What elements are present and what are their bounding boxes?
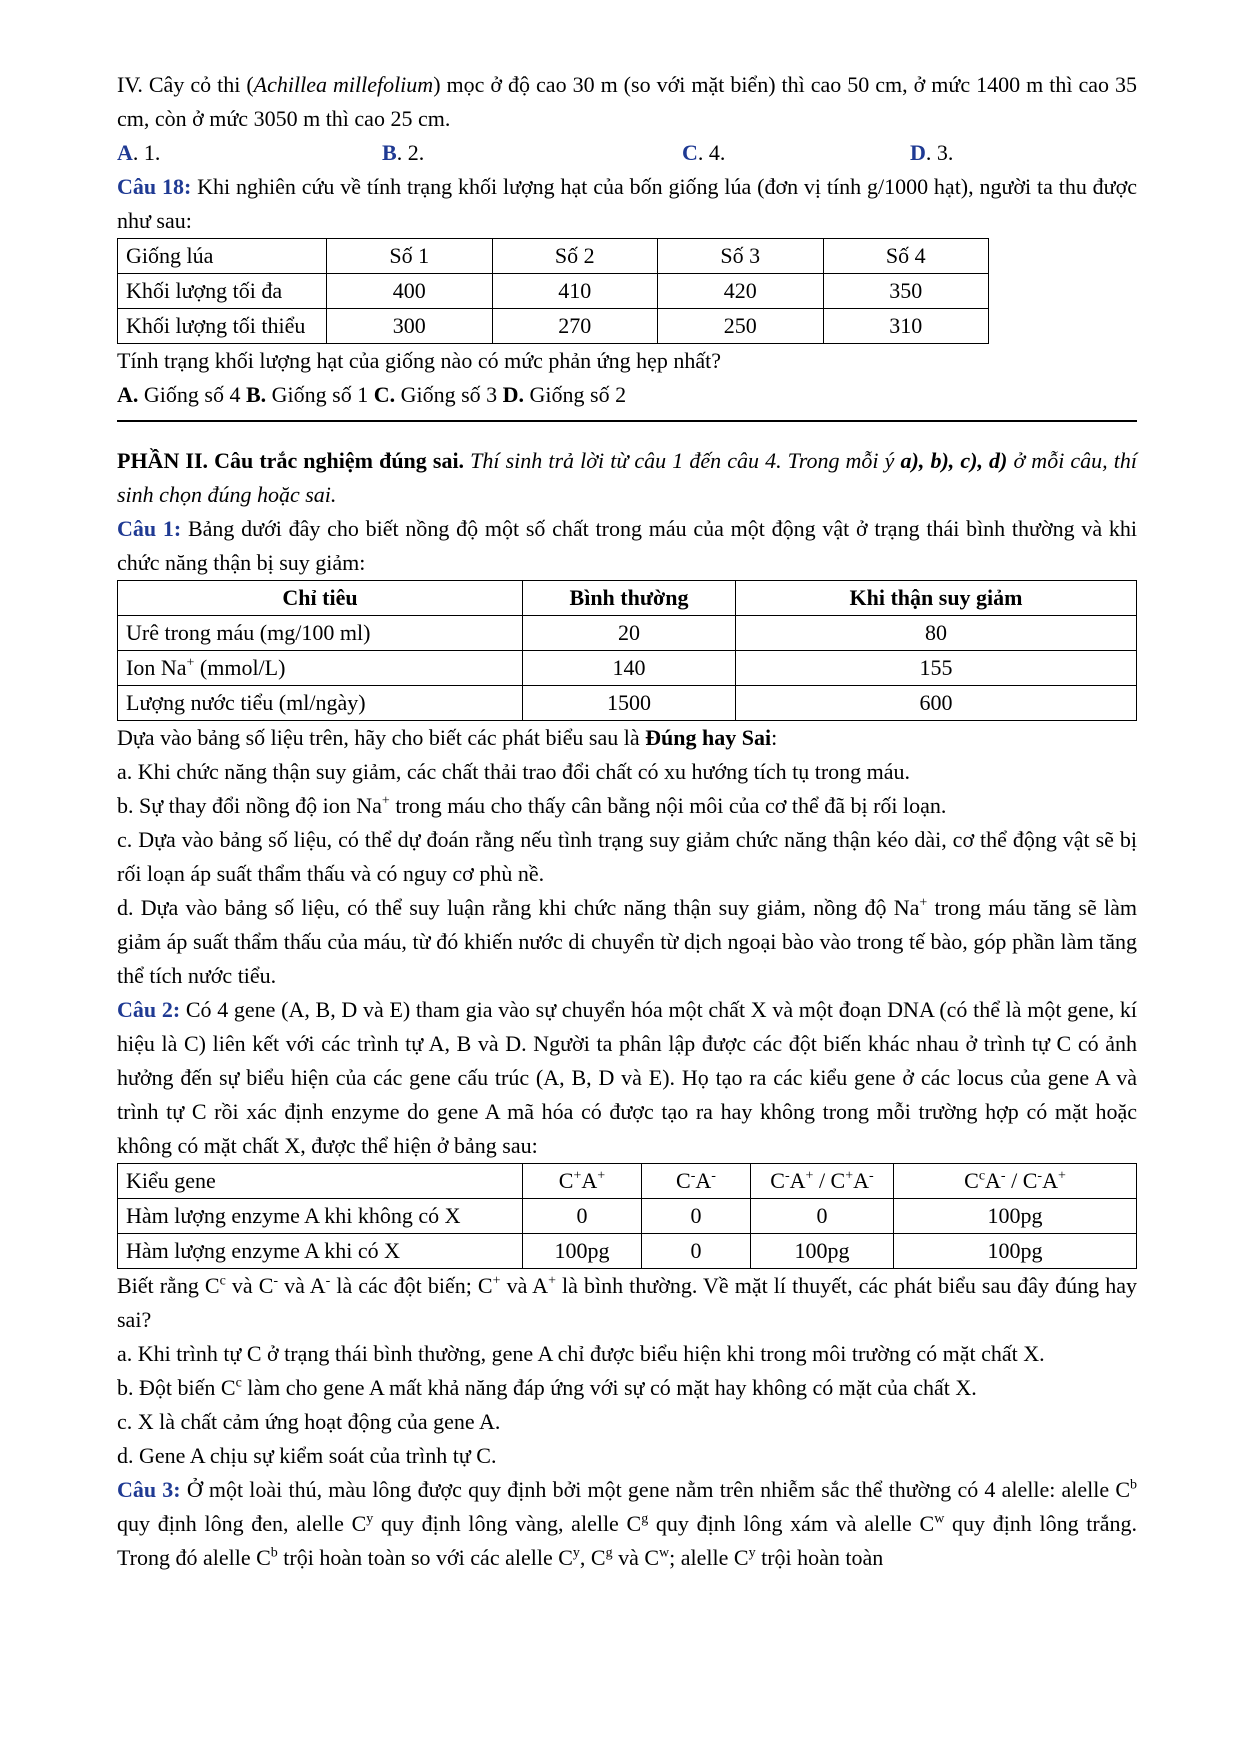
table-cell: Ion Na+ (mmol/L): [118, 651, 523, 686]
table-cell: Số 4: [823, 239, 989, 274]
table-row: [118, 616, 1137, 651]
table-header-row: [118, 581, 1137, 616]
table-cell: Urê trong máu (mg/100 ml): [118, 616, 523, 651]
c1-statement-b: b. Sự thay đổi nồng độ ion Na+ trong máu cho thấy cân bằng nội môi của cơ thể đã bị rối loạn.: [117, 793, 947, 818]
c2-note: Biết rằng $C^c$ và C- và A- là các đột biến; C+ và A+ là bình thường. Về mặt lí thuyết, các phát biểu sau đây đúng hay sai?: [117, 1273, 1137, 1332]
table-cell: Số 3: [658, 239, 824, 274]
table-cell: 400: [327, 274, 493, 309]
table-cell: 250: [658, 309, 824, 344]
option-c: C. 4.: [682, 140, 726, 165]
table-row: [118, 274, 989, 309]
table-cell: Kiểu gene: [118, 1164, 523, 1199]
option-b: B. 2.: [382, 140, 425, 165]
table-cell: 100pg: [523, 1234, 642, 1269]
table-cell: Số 2: [492, 239, 658, 274]
table-cell: Chỉ tiêu: [118, 581, 523, 616]
q18-question: Tính trạng khối lượng hạt của giống nào có mức phản ứng hẹp nhất?: [117, 348, 721, 373]
text: ) mọc ở độ cao 30 m (so với mặt biển) thì cao 50 cm, ở mức 1400 m thì cao 35 cm, còn ở mức 3050 m thì cao 25 cm.: [117, 72, 1137, 131]
q18-table: [117, 238, 989, 344]
c2-table: [117, 1163, 1137, 1269]
table-row: [118, 1199, 1137, 1234]
c3-stem: Câu 3: Ở một loài thú, màu lông được quy định bởi một gene nằm trên nhiễm sắc thể thường có 4 alelle: alelle $C^b$ quy định lông đen, alelle $C^y$ quy định lông vàng, alelle $C^g$ quy định lông xám và alelle $C^w$ quy định lông trắng. Trong đó alelle $C^b$ trội hoàn toàn so với các alelle $C^y$, $C^g$ và $C^w$; alelle $C^y$ trội hoàn toàn: [117, 1477, 1137, 1570]
c2-stem: Câu 2: Có 4 gene (A, B, D và E) tham gia vào sự chuyển hóa một chất X và một đoạn DNA (có thể là một gene, kí hiệu là C) liên kết với các trình tự A, B và D. Người ta phân lập được các đột biến khác nhau ở trình tự C có ảnh hưởng đến sự biểu hiện của các gene cấu trúc (A, B, D và E). Họ tạo ra các kiểu gene ở các locus của gene A và trình tự C rồi xác định enzyme do gene A mã hóa có được tạo ra hay không trong mỗi trường hợp có mặt hoặc không có mặt chất X, được thể hiện ở bảng sau:: [117, 997, 1138, 1158]
table-cell: 410: [492, 274, 658, 309]
table-cell: 270: [492, 309, 658, 344]
table-row: [118, 686, 1137, 721]
table-cell: 100pg: [894, 1234, 1137, 1269]
q18-stem: Câu 18: Khi nghiên cứu về tính trạng khối lượng hạt của bốn giống lúa (đơn vị tính g/1000 hạt), người ta thu được như sau:: [117, 174, 1138, 233]
table-cell: 310: [823, 309, 989, 344]
section-divider: [117, 420, 1137, 422]
c1-stem: Câu 1: Bảng dưới đây cho biết nồng độ một số chất trong máu của một động vật ở trạng thái bình thường và khi chức năng thận bị suy giảm:: [117, 516, 1137, 575]
table-cell: 420: [658, 274, 824, 309]
c1-table: [117, 580, 1137, 721]
c2-statement-b: b. Đột biến $C^c$ làm cho gene A mất khả năng đáp ứng với sự có mặt hay không có mặt của chất X.: [117, 1375, 977, 1400]
q17-item-iv: [117, 68, 1137, 136]
table-cell: Hàm lượng enzyme A khi có X: [118, 1234, 523, 1269]
genotype-c-a+-c+a-: C-A+ / C+A-: [751, 1164, 894, 1199]
table-cell: Khối lượng tối đa: [118, 274, 327, 309]
table-row: [118, 309, 989, 344]
q18-options: A. Giống số 4 B. Giống số 1 C. Giống số 3 D. Giống số 2: [117, 382, 627, 407]
document-page: [117, 68, 1137, 1575]
table-cell: 300: [327, 309, 493, 344]
table-cell: Khi thận suy giảm: [736, 581, 1137, 616]
table-cell: Giống lúa: [118, 239, 327, 274]
table-cell: Hàm lượng enzyme A khi không có X: [118, 1199, 523, 1234]
table-cell: Bình thường: [523, 581, 736, 616]
table-cell: 0: [642, 1199, 751, 1234]
table-cell: 20: [523, 616, 736, 651]
table-row: [118, 651, 1137, 686]
table-cell: 155: [736, 651, 1137, 686]
table-cell: 100pg: [894, 1199, 1137, 1234]
c2-statement-d: d. Gene A chịu sự kiểm soát của trình tự C.: [117, 1443, 497, 1468]
c1-statement-c: c. Dựa vào bảng số liệu, có thể dự đoán rằng nếu tình trạng suy giảm chức năng thận kéo dài, cơ thể động vật sẽ bị rối loạn áp suất thẩm thấu và có nguy cơ phù nề.: [117, 827, 1137, 886]
table-cell: Khối lượng tối thiểu: [118, 309, 327, 344]
table-cell: Số 1: [327, 239, 493, 274]
c2-statement-c: c. X là chất cảm ứng hoạt động của gene A.: [117, 1409, 501, 1434]
table-header-row: [118, 1164, 1137, 1199]
table-cell: Lượng nước tiểu (ml/ngày): [118, 686, 523, 721]
table-header-row: [118, 239, 989, 274]
table-cell: 0: [642, 1234, 751, 1269]
genotype-c+a+: C+A+: [523, 1164, 642, 1199]
table-row: [118, 1234, 1137, 1269]
c2-statement-a: a. Khi trình tự C ở trạng thái bình thường, gene A chỉ được biểu hiện khi trong môi trường có mặt chất X.: [117, 1341, 1045, 1366]
table-cell: 80: [736, 616, 1137, 651]
genotype-cca-c-a+: $C^cA^- / C^-A^+$: [894, 1164, 1137, 1199]
table-cell: 600: [736, 686, 1137, 721]
part2-heading: PHẦN II. Câu trắc nghiệm đúng sai. Thí sinh trả lời từ câu 1 đến câu 4. Trong mỗi ý a), b), c), d) ở mỗi câu, thí sinh chọn đúng hoặc sai.: [117, 448, 1137, 507]
option-a: A. 1.: [117, 140, 161, 165]
table-cell: 350: [823, 274, 989, 309]
option-d: D. 3.: [910, 140, 954, 165]
table-cell: 140: [523, 651, 736, 686]
table-cell: 100pg: [751, 1234, 894, 1269]
table-cell: 0: [523, 1199, 642, 1234]
table-cell: 0: [751, 1199, 894, 1234]
text: IV. Cây cỏ thi (: [117, 72, 254, 97]
c1-statement-d: d. Dựa vào bảng số liệu, có thể suy luận rằng khi chức năng thận suy giảm, nồng độ Na+ trong máu tăng sẽ làm giảm áp suất thẩm thấu của máu, từ đó khiến nước di chuyển từ dịch ngoại bào vào trong tế bào, góp phần làm tăng thể tích nước tiểu.: [117, 895, 1137, 988]
c1-statement-a: a. Khi chức năng thận suy giảm, các chất thải trao đổi chất có xu hướng tích tụ trong máu.: [117, 759, 911, 784]
c1-prompt: Dựa vào bảng số liệu trên, hãy cho biết các phát biểu sau là Đúng hay Sai:: [117, 725, 778, 750]
q17-options: [117, 136, 1137, 170]
species-name: Achillea millefolium: [253, 72, 434, 97]
genotype-c-a-: C-A-: [642, 1164, 751, 1199]
table-cell: 1500: [523, 686, 736, 721]
